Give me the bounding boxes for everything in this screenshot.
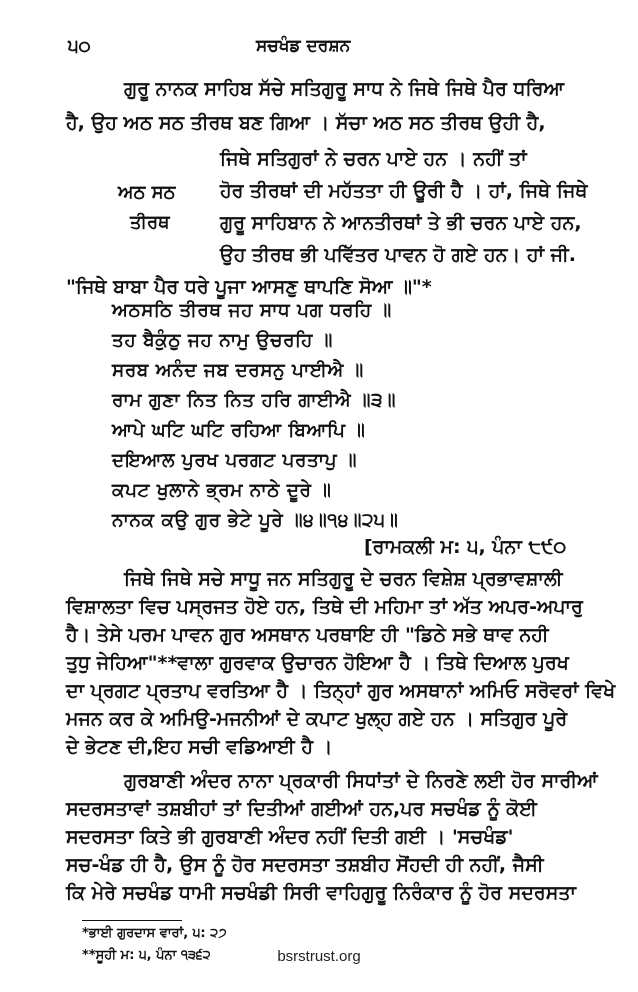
side-heading-line-1: ਅਠ ਸਠ — [118, 182, 176, 203]
paragraph-1-line-4: ਹੋਰ ਤੀਰਥਾਂ ਦੀ ਮਹੱਤਤਾ ਹੀ ਊਰੀ ਹੈ । ਹਾਂ, ਜਿਥੇ ਜਿਥੇ — [220, 180, 588, 202]
footnote-1: *ਭਾਈ ਗੁਰਦਾਸ ਵਾਰਾਂ, ੫: ੨੭ — [82, 926, 227, 941]
side-heading-line-2: ਤੀਰਥ — [130, 212, 170, 233]
verse-line-6: ਦਇਆਲ ਪੁਰਖ ਪਰਗਟ ਪਰਤਾਪੁ ॥ — [112, 450, 357, 471]
verse-line-5: ਆਪੇ ਘਟਿ ਘਟਿ ਰਹਿਆ ਬਿਆਪਿ ॥ — [112, 420, 366, 441]
paragraph-2-line-6: ਮਜਨ ਕਰ ਕੇ ਅਮਿਉ-ਮਜਨੀਆਂ ਦੇ ਕਪਾਟ ਖੁਲ੍ਹ ਗਏ ਹਨ । ਸਤਿਗੁਰ ਪੂਰੇ — [66, 708, 568, 730]
paragraph-2-line-7: ਦੇ ਭੇਟਣ ਦੀ,ਇਹ ਸਚੀ ਵਡਿਆਈ ਹੈ । — [66, 736, 333, 758]
verse-line-2: ਤਹ ਬੈਕੁੰਠੁ ਜਹ ਨਾਮੁ ਉਚਰਹਿ ॥ — [112, 330, 333, 351]
verse-line-4: ਰਾਮ ਗੁਣਾ ਨਿਤ ਨਿਤ ਹਰਿ ਗਾਈਐ ॥੩॥ — [112, 390, 396, 411]
running-title: ਸਚਖੰਡ ਦਰਸ਼ਨ — [256, 36, 351, 56]
footnote-2: **ਸੂਹੀ ਮ: ੫, ਪੰਨਾ ੧੩੬੨ — [82, 948, 211, 963]
paragraph-2-line-5: ਦਾ ਪ੍ਰਗਟ ਪ੍ਰਤਾਪ ਵਰਤਿਆ ਹੈ । ਤਿਨ੍ਹਾਂ ਗੁਰ ਅਸਥਾਨਾਂ ਅਮਿਓ ਸਰੋਵਰਾਂ ਵਿਖੇ — [66, 680, 616, 702]
verse-line-7: ਕਪਟ ਖੁਲਾਨੇ ਭ੍ਰਮ ਨਾਠੇ ਦੂਰੇ ॥ — [112, 480, 332, 501]
paragraph-1-line-5: ਗੁਰੂ ਸਾਹਿਬਾਨ ਨੇ ਆਨਤੀਰਥਾਂ ਤੇ ਭੀ ਚਰਨ ਪਾਏ ਹਨ, — [220, 212, 582, 234]
footnote-divider — [82, 920, 182, 921]
paragraph-1-line-1: ਗੁਰੂ ਨਾਨਕ ਸਾਹਿਬ ਸੱਚੇ ਸਤਿਗੁਰੂ ਸਾਧ ਨੇ ਜਿਥੇ ਜਿਥੇ ਪੈਰ ਧਰਿਆ — [124, 78, 565, 100]
paragraph-1-line-3: ਜਿਥੇ ਸਤਿਗੁਰਾਂ ਨੇ ਚਰਨ ਪਾਏ ਹਨ । ਨਹੀਂ ਤਾਂ — [220, 148, 527, 170]
paragraph-3-line-1: ਗੁਰਬਾਣੀ ਅੰਦਰ ਨਾਨਾ ਪ੍ਰਕਾਰੀ ਸਿਧਾਂਤਾਂ ਦੇ ਨਿਰਣੇ ਲਈ ਹੋਰ ਸਾਰੀਆਂ — [124, 770, 598, 792]
paragraph-2-line-1: ਜਿਥੇ ਜਿਥੇ ਸਚੇ ਸਾਧੂ ਜਨ ਸਤਿਗੁਰੂ ਦੇ ਚਰਨ ਵਿਸ਼ੇਸ਼ ਪ੍ਰਭਾਵਸ਼ਾਲੀ — [124, 568, 563, 590]
verse-line-8: ਨਾਨਕ ਕਉ ਗੁਰ ਭੇਟੇ ਪੂਰੇ ॥੪॥੧੪॥੨੫॥ — [112, 510, 399, 531]
paragraph-3-line-4: ਸਚ-ਖੰਡ ਹੀ ਹੈ, ਉਸ ਨੂੰ ਹੋਰ ਸਦਰਸਤਾ ਤਸ਼ਬੀਹ ਸੋਂਹਦੀ ਹੀ ਨਹੀਂ, ਜੈਸੀ — [66, 854, 544, 876]
paragraph-2-line-3: ਹੈ। ਤੇਸੇ ਪਰਮ ਪਾਵਨ ਗੁਰ ਅਸਥਾਨ ਪਰਥਾਇ ਹੀ "ਡਿਠੇ ਸਭੇ ਥਾਵ ਨਹੀ — [66, 624, 549, 646]
paragraph-2-line-2: ਵਿਸ਼ਾਲਤਾ ਵਿਚ ਪਸ੍ਰਜਤ ਹੋਏ ਹਨ, ਤਿਥੇ ਦੀ ਮਹਿਮਾ ਤਾਂ ਅੱਤ ਅਪਰ-ਅਪਾਰੁ — [66, 596, 583, 618]
paragraph-3-line-3: ਸਦਰਸਤਾ ਕਿਤੇ ਭੀ ਗੁਰਬਾਣੀ ਅੰਦਰ ਨਹੀਂ ਦਿਤੀ ਗਈ । 'ਸਚਖੰਡ' — [66, 826, 514, 848]
page-number: ੫੦ — [68, 36, 91, 57]
paragraph-1-line-2: ਹੈ, ਉਹ ਅਠ ਸਠ ਤੀਰਥ ਬਣ ਗਿਆ । ਸੱਚਾ ਅਠ ਸਠ ਤੀਰਥ ਉਹੀ ਹੈ, — [66, 112, 546, 134]
quote-line: "ਜਿਥੇ ਬਾਬਾ ਪੈਰ ਧਰੇ ਪੂਜਾ ਆਸਣੁ ਥਾਪਣਿ ਸੋਆ ॥"* — [66, 276, 432, 298]
paragraph-2-line-4: ਤੁਧੁ ਜੇਹਿਆ"**ਵਾਲਾ ਗੁਰਵਾਕ ਉਚਾਰਨ ਹੋਇਆ ਹੈ । ਤਿਥੇ ਦਿਆਲ ਪੁਰਖ — [66, 652, 569, 674]
verse-line-3: ਸਰਬ ਅਨੰਦ ਜਬ ਦਰਸਨੁ ਪਾਈਐ ॥ — [112, 360, 364, 381]
paragraph-3-line-5: ਕਿ ਮੇਰੇ ਸਚਖੰਡ ਧਾਮੀ ਸਚਖੰਡੀ ਸਿਰੀ ਵਾਹਿਗੁਰੂ ਨਿਰੰਕਾਰ ਨੂੰ ਹੋਰ ਸਦਰਸਤਾ — [66, 882, 576, 904]
paragraph-3-line-2: ਸਦਰਸਤਾਵਾਂ ਤਸ਼ਬੀਹਾਂ ਤਾਂ ਦਿਤੀਆਂ ਗਈਆਂ ਹਨ,ਪਰ ਸਚਖੰਡ ਨੂੰ ਕੋਈ — [66, 798, 537, 820]
verse-citation: [ਰਾਮਕਲੀ ਮ: ੫, ਪੰਨਾ ੮੯੦ — [364, 536, 567, 558]
verse-line-1: ਅਠਸਠਿ ਤੀਰਥ ਜਹ ਸਾਧ ਪਗ ਧਰਹਿ ॥ — [112, 300, 392, 321]
paragraph-1-line-6: ਉਹ ਤੀਰਥ ਭੀ ਪਵਿੱਤਰ ਪਾਵਨ ਹੋ ਗਏ ਹਨ। ਹਾਂ ਜੀ. — [220, 244, 576, 266]
footer-url[interactable]: bsrstrust.org — [277, 948, 361, 965]
